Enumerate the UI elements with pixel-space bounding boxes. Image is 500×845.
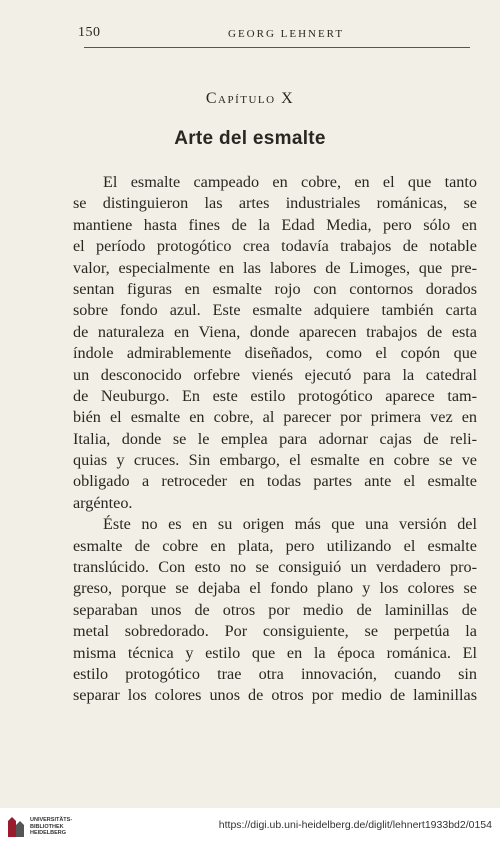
- chapter-label: Capítulo X: [205, 90, 295, 107]
- text-line: valor, especialmente en las labores de Limoges, que pre-: [73, 258, 477, 277]
- text-line: esmalte de cobre en plata, pero utilizando el esmalte: [73, 536, 477, 555]
- viewer-footer: [0, 808, 500, 845]
- text-line: de naturaleza en Viena, donde aparecen trabajos de esta: [73, 322, 477, 341]
- library-name-line: UNIVERSITÄTS-: [30, 817, 73, 823]
- text-line: un desconocido orfebre vienés ejecutó para la catedral: [73, 365, 477, 384]
- running-head: GEORG LEHNERT: [228, 28, 345, 40]
- text-line: Éste no es en su origen más que una versión del: [103, 515, 477, 534]
- page-number: 150: [78, 25, 101, 40]
- text-line: mantiene hasta fines de la Edad Media, pero sólo en: [73, 215, 477, 234]
- text-line: bién el esmalte en cobre, al parecer por primera vez en: [73, 408, 477, 427]
- library-name-line: HEIDELBERG: [30, 830, 67, 836]
- header-rule: [84, 47, 470, 48]
- text-line: obligado a retroceder en todas partes ante el esmalte: [73, 472, 477, 491]
- text-line: metal sobredorado. Por consiguiente, se perpetúa la: [73, 622, 477, 641]
- paragraph-2: [73, 514, 477, 707]
- text-line: Italia, donde se le emplea para adornar cajas de reli-: [73, 429, 477, 448]
- library-name: [30, 817, 72, 837]
- text-line: sentan figuras en esmalte rojo con contornos dorados: [73, 279, 477, 298]
- text-line: índole admirablemente diseñados, como el copón que: [73, 344, 477, 363]
- text-line: de Neuburgo. En este estilo protogótico aparece tam-: [73, 386, 477, 405]
- text-line: greso, porque se dejaba el fondo plano y los colores se: [73, 579, 477, 598]
- text-line: se distinguieron las artes industriales románicas, se: [73, 194, 477, 213]
- chapter-title: Arte del esmalte: [174, 128, 326, 149]
- text-line: separaban unos de otros por medio de laminillas de: [73, 600, 477, 619]
- page-header: [60, 25, 474, 47]
- body-text: [73, 172, 477, 707]
- text-line: el período protogótico crea todavía trabajos de notable: [73, 237, 477, 256]
- text-line: estilo protogótico trae otra innovación, cuando sin: [73, 664, 477, 683]
- text-line: El esmalte campeado en cobre, en el que tanto: [103, 173, 477, 191]
- text-line: separar los colores unos de otros por medio de laminillas: [73, 686, 477, 705]
- text-line: sobre fondo azul. Este esmalte adquiere también carta: [73, 301, 477, 320]
- text-line: quias y cruces. Sin embargo, el esmalte en cobre se ve: [73, 451, 477, 470]
- library-logo-icon: [6, 815, 26, 839]
- text-line: misma técnica y estilo que en la época románica. El: [73, 643, 477, 662]
- paragraph-1: [73, 172, 477, 514]
- source-url-link[interactable]: https://digi.ub.uni-heidelberg.de/diglit/lehnert1933bd2/0154: [218, 819, 492, 831]
- library-name-line: BIBLIOTHEK: [30, 823, 64, 830]
- text-line: argénteo.: [73, 493, 133, 512]
- text-line: translúcido. Con esto no se consiguió un verdadero pro-: [73, 558, 477, 577]
